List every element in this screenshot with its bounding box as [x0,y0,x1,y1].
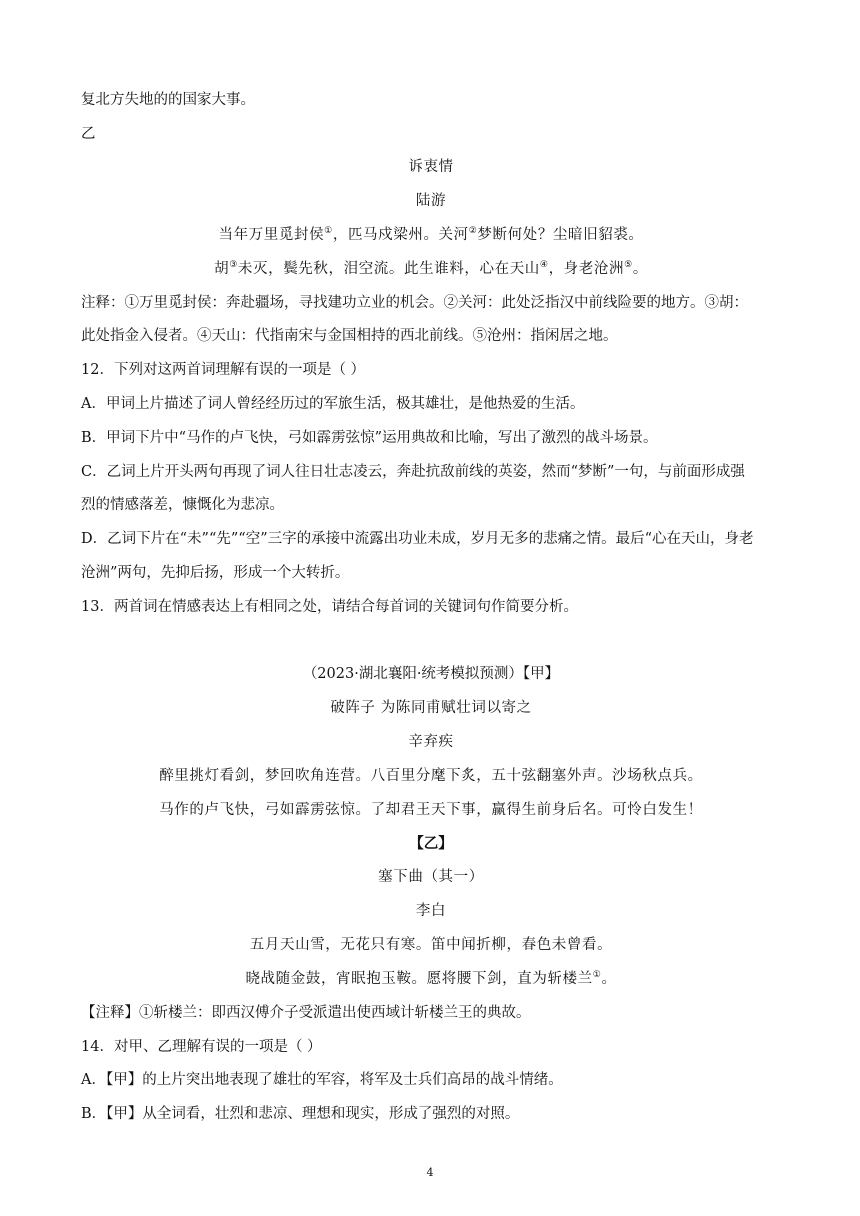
poem-text: 当年万里觅封侯 [218,227,325,243]
poem-text: 未灭，鬓先秋，泪空流。此生谁料，心在天山 [237,261,540,277]
poem-line: 五月天山雪，无花只有寒。笛中闻折柳，春色未曾看。 [249,937,613,953]
poem-title: 破阵子 为陈同甫赋壮词以寄之 [330,700,532,716]
poem-text: 。 [601,971,617,987]
footnote-marker: ① [324,226,333,237]
poem-text: 晓战随金鼓，宵眠抱玉鞍。愿将腰下剑，直为斩楼兰 [245,971,593,987]
answer-option-continued: 烈的情感落差，慷慨化为悲凉。 [81,497,284,513]
annotation-text: 【注释】①斩楼兰：即西汉傅介子受派遣出使西域计斩楼兰王的典故。 [81,1005,531,1021]
poem-line: 马作的卢飞快，弓如霹雳弦惊。了却君王天下事，赢得生前身后名。可怜白发生！ [159,802,703,818]
poem-text: 。 [632,261,648,277]
footnote-marker: ③ [229,260,238,271]
continuation-text: 复北方失地的的国家大事。 [81,92,255,108]
answer-option: B．【甲】从全词看，壮烈和悲凉、理想和现实，形成了强烈的对照。 [81,1106,520,1122]
answer-option: D．乙词下片在“未”“先”“空”三字的承接中流露出功业未成，岁月无多的悲痛之情。最后“心在天山，身老 [81,531,754,547]
annotation-text: 此处指金入侵者。④天山：代指南宋与金国相持的西北前线。⑤沧州：指闲居之地。 [81,328,618,344]
question-stem: 12．下列对这两首词理解有误的一项是（ ） [81,362,366,378]
poem-title: 塞下曲（其一） [378,869,484,885]
question-stem: 13．两首词在情感表达上有相同之处，请结合每首词的关键词句作简要分析。 [81,599,578,615]
poem-line [81,225,781,245]
poem-author: 陆游 [415,193,447,209]
answer-option: C．乙词上片开头两句再现了词人往日壮志凌云，奔赴抗敌前线的英姿，然而“梦断”一句，与前面形成强 [81,464,745,480]
poem-text: 梦断何处？尘暗旧貂裘。 [477,227,644,243]
question-stem: 14．对甲、乙理解有误的一项是（ ） [81,1039,322,1055]
annotation-text: 注释：①万里觅封侯：奔赴疆场，寻找建功立业的机会。②关河：此处泛指汉中前线险要的地方。③胡： [81,295,748,311]
poem-text: 胡 [214,261,230,277]
section-label-yi: 乙 [81,126,96,142]
poem-author: 辛弃疾 [408,734,454,750]
poem-author: 李白 [415,903,447,919]
page-number: 4 [426,1166,434,1179]
answer-option: A．【甲】的上片突出地表现了雄壮的军容，将军及士兵们高昂的战斗情绪。 [81,1072,563,1088]
poem-line [81,259,781,279]
poem-line [81,969,781,989]
poem-line: 醉里挑灯看剑，梦回吹角连营。八百里分麾下炙，五十弦翻塞外声。沙场秋点兵。 [159,768,703,784]
answer-option: A．甲词上片描述了词人曾经经历过的军旅生活，极其雄壮，是他热爱的生活。 [81,396,585,412]
footnote-marker: ② [468,226,478,237]
exam-source: （2023·湖北襄阳·统考模拟预测）【甲】 [302,666,560,682]
poem-title: 诉衷情 [408,159,454,175]
answer-option: B．甲词下片中“马作的卢飞快，弓如霹雳弦惊”运用典故和比喻，写出了激烈的战斗场景。 [81,430,658,446]
poem-text: ，身老沧洲 [548,261,625,277]
footnote-marker: ④ [539,260,549,271]
footnote-marker: ⑤ [624,260,633,271]
poem-text: ，匹马戍梁州。关河 [332,227,469,243]
footnote-marker: ① [592,970,602,981]
section-label-yi: 【乙】 [409,835,453,852]
answer-option-continued: 沧洲”两句，先抑后扬，形成一个大转折。 [81,565,350,581]
